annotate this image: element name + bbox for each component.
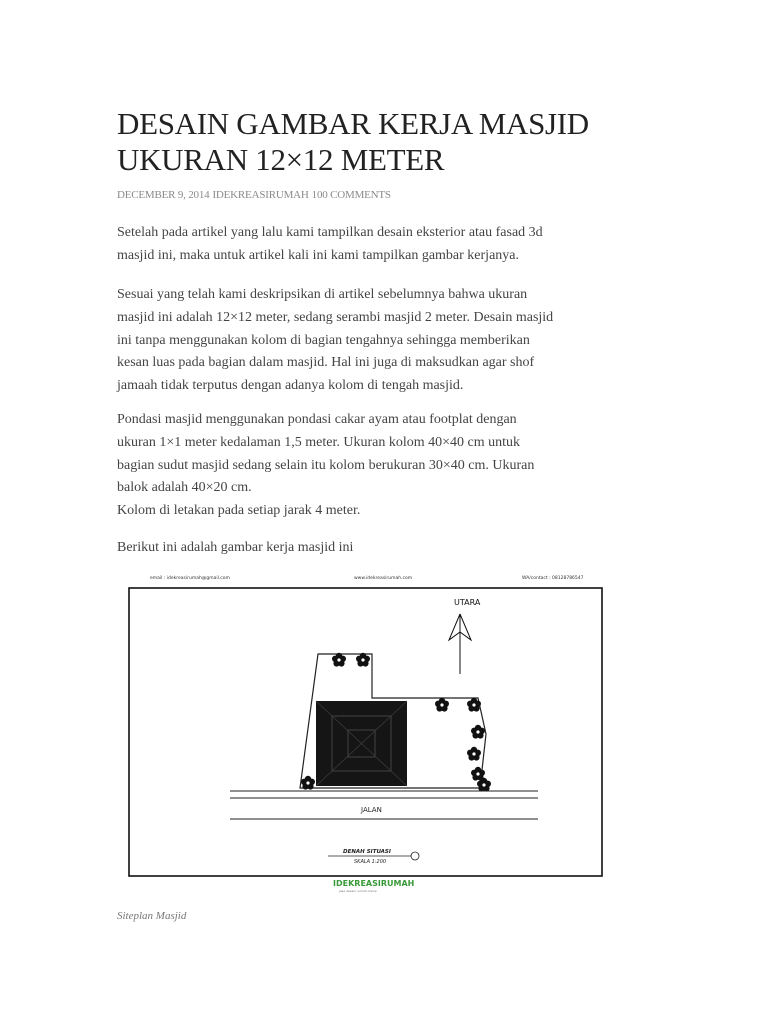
- idekreasirumah-logo: [333, 879, 414, 893]
- drawing-website: www.idekreasirumah.com: [354, 576, 413, 581]
- paragraph-line: balok adalah 40×20 cm.: [117, 480, 252, 496]
- article-title: [117, 106, 627, 178]
- drawing-phone: WA/contact : 08128786547: [522, 576, 584, 581]
- svg-text:jasa desain rumah online: jasa desain rumah online: [339, 889, 377, 893]
- north-label: UTARA: [454, 598, 481, 607]
- post-author-link[interactable]: IDEKREASIRUMAH: [212, 189, 309, 201]
- drawing-email: email : idekreasirumah@gmail.com: [150, 576, 230, 581]
- post-date-link[interactable]: DECEMBER 9, 2014: [117, 189, 210, 201]
- road-label: JALAN: [361, 806, 382, 814]
- paragraph-line: kesan luas pada bagian dalam masjid. Hal ini juga di maksudkan agar shof: [117, 355, 535, 371]
- paragraph-line: Pondasi masjid menggunakan pondasi cakar ayam atau footplat dengan: [117, 412, 517, 427]
- mosque-roof: [316, 701, 407, 786]
- paragraph-lead-in: [117, 537, 607, 560]
- north-arrow-icon: [449, 614, 471, 674]
- paragraph-line: jamaah tidak terputus dengan adanya kolom di tengah masjid.: [117, 378, 464, 394]
- road: [230, 791, 538, 819]
- paragraph-line: masjid ini, maka untuk artikel kali ini kami tampilkan gambar kerjanya.: [117, 247, 520, 263]
- plan-marker-icon: [411, 852, 419, 860]
- plan-scale: SKALA 1:200: [354, 859, 387, 865]
- paragraph-line: Sesuai yang telah kami deskripsikan di artikel sebelumnya bahwa ukuran: [117, 287, 528, 302]
- paragraph-size: [117, 284, 607, 398]
- post-comments-link[interactable]: 100 COMMENTS: [311, 189, 391, 201]
- paragraph-line: bagian sudut masjid sedang selain itu kolom berukuran 30×40 cm. Ukuran: [117, 457, 535, 473]
- paragraph-foundation: [117, 409, 607, 523]
- svg-text:IDEKREASIRUMAH: IDEKREASIRUMAH: [333, 879, 415, 888]
- paragraph-intro: [117, 222, 607, 268]
- plan-title: DENAH SITUASI: [343, 849, 391, 855]
- paragraph-line: ukuran 1×1 meter kedalaman 1,5 meter. Ukuran kolom 40×40 cm untuk: [117, 434, 521, 450]
- paragraph-line: ini tanpa menggunakan kolom di bagian tengahnya sehingga memberikan: [117, 332, 530, 348]
- title-line-2: UKURAN 12×12 METER: [117, 142, 445, 177]
- siteplan-figure[interactable]: [128, 566, 612, 894]
- paragraph-line: Berikut ini adalah gambar kerja masjid ini: [117, 540, 354, 555]
- title-line-1: DESAIN GAMBAR KERJA MASJID: [117, 106, 589, 141]
- post-meta: [117, 189, 394, 201]
- paragraph-line: Setelah pada artikel yang lalu kami tampilkan desain eksterior atau fasad 3d: [117, 225, 543, 240]
- paragraph-line: masjid ini adalah 12×12 meter, sedang serambi masjid 2 meter. Desain masjid: [117, 309, 554, 325]
- siteplan-drawing: [128, 566, 612, 894]
- paragraph-line: Kolom di letakan pada setiap jarak 4 meter.: [117, 503, 361, 519]
- figure-caption: Siteplan Masjid: [117, 910, 187, 922]
